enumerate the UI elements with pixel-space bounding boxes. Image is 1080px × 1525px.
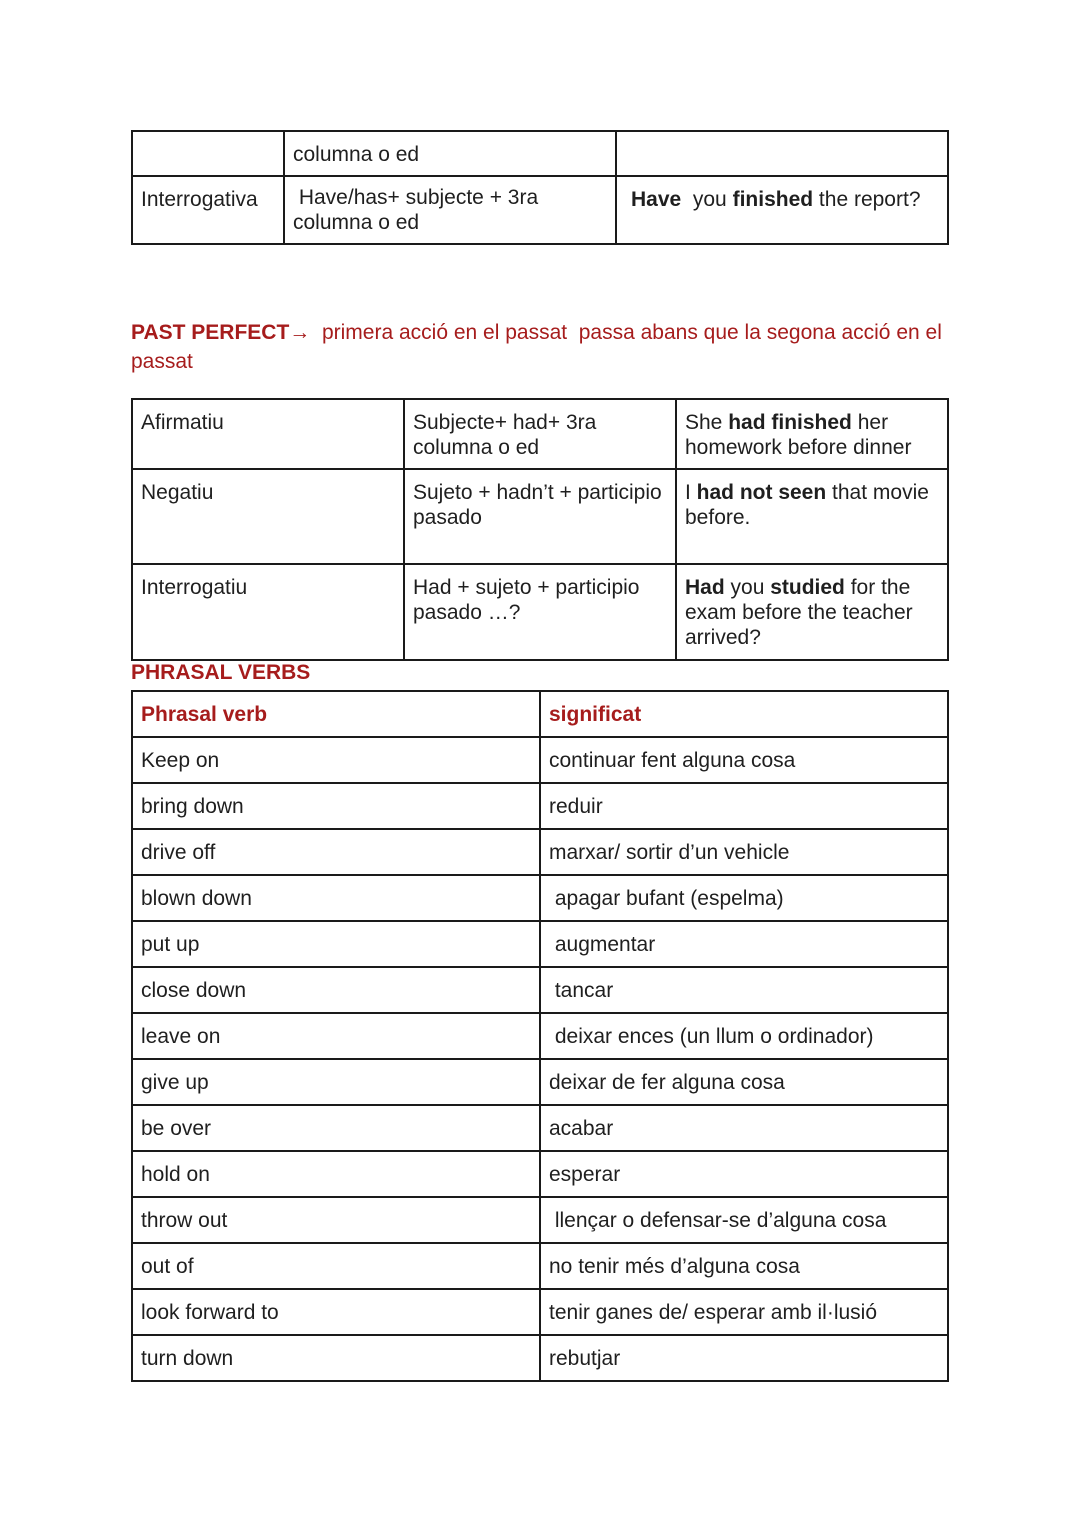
phrasal-verbs-title: PHRASAL VERBS: [131, 661, 311, 684]
phrasal-verb-cell: bring down: [132, 783, 540, 829]
table-cell: Afirmatiu: [132, 399, 404, 469]
table-row: [132, 737, 948, 783]
table-cell: [616, 131, 948, 176]
meaning-cell: acabar: [540, 1105, 948, 1151]
table-cell: [676, 399, 948, 469]
section-description: primera acció en el passat passa abans que la segona acció en el passat: [131, 321, 948, 373]
phrasal-verb-cell: drive off: [132, 829, 540, 875]
header-cell-meaning: significat: [540, 691, 948, 737]
meaning-cell: tenir ganes de/ esperar amb il·lusió: [540, 1289, 948, 1335]
example-text: that movie before.: [685, 481, 929, 529]
form-line: Have/has+ subjecte + 3ra: [293, 186, 539, 209]
meaning-cell: reduir: [540, 783, 948, 829]
table-row: [132, 131, 948, 176]
meaning-cell: augmentar: [540, 921, 948, 967]
phrasal-verb-cell: close down: [132, 967, 540, 1013]
table-row: [132, 875, 948, 921]
meaning-cell: tancar: [540, 967, 948, 1013]
meaning-cell: continuar fent alguna cosa: [540, 737, 948, 783]
table-cell: [616, 176, 948, 244]
example-text: you: [724, 576, 771, 599]
example-bold: had finished: [728, 411, 852, 434]
meaning-cell: llençar o defensar-se d’alguna cosa: [540, 1197, 948, 1243]
form-line: columna o ed: [293, 211, 420, 234]
table-row: [132, 1013, 948, 1059]
example-text: the report?: [813, 188, 921, 211]
table-cell: [676, 469, 948, 564]
table-row: [132, 783, 948, 829]
table-row: [132, 1059, 948, 1105]
table-cell: Sujeto + hadn’t + participio pasado: [404, 469, 676, 564]
table-row: [132, 1151, 948, 1197]
table-cell: [132, 131, 284, 176]
meaning-cell: marxar/ sortir d’un vehicle: [540, 829, 948, 875]
meaning-cell: deixar de fer alguna cosa: [540, 1059, 948, 1105]
example-text: She: [685, 411, 729, 434]
table-row: [132, 967, 948, 1013]
example-bold: studied: [770, 576, 845, 599]
example-bold: Have: [631, 188, 682, 211]
phrasal-verb-cell: Keep on: [132, 737, 540, 783]
arrow-icon: →: [289, 321, 311, 344]
phrasal-verb-cell: turn down: [132, 1335, 540, 1381]
table-row: [132, 1335, 948, 1381]
past-perfect-heading: [131, 318, 961, 376]
present-perfect-table-continued: [131, 130, 949, 245]
header-cell-verb: Phrasal verb: [132, 691, 540, 737]
table-cell: [284, 176, 616, 244]
table-cell: Negatiu: [132, 469, 404, 564]
phrasal-verbs-table: [131, 690, 949, 1382]
example-text: I: [685, 481, 697, 504]
phrasal-verb-cell: be over: [132, 1105, 540, 1151]
example-bold: finished: [732, 188, 814, 211]
table-row: [132, 399, 948, 469]
table-header-row: [132, 691, 948, 737]
table-cell: Interrogativa: [132, 176, 284, 244]
table-row: [132, 1197, 948, 1243]
example-text: her homework before dinner: [685, 411, 912, 459]
table-cell: Had + sujeto + participio pasado …?: [404, 564, 676, 660]
table-row: [132, 921, 948, 967]
phrasal-verb-cell: throw out: [132, 1197, 540, 1243]
phrasal-verb-cell: put up: [132, 921, 540, 967]
example-bold: had not seen: [696, 481, 827, 504]
table-row: [132, 829, 948, 875]
phrasal-verb-cell: leave on: [132, 1013, 540, 1059]
phrasal-verb-cell: blown down: [132, 875, 540, 921]
table-row: [132, 564, 948, 660]
table-cell: [676, 564, 948, 660]
phrasal-verb-cell: hold on: [132, 1151, 540, 1197]
example-text: you: [681, 188, 733, 211]
meaning-cell: no tenir més d’alguna cosa: [540, 1243, 948, 1289]
table-row: [132, 176, 948, 244]
meaning-cell: apagar bufant (espelma): [540, 875, 948, 921]
section-title: PAST PERFECT: [131, 321, 290, 344]
phrasal-verb-cell: look forward to: [132, 1289, 540, 1335]
table-row: [132, 1105, 948, 1151]
table-row: [132, 1289, 948, 1335]
example-text: for the exam before the teacher arrived?: [685, 576, 913, 649]
phrasal-verb-cell: give up: [132, 1059, 540, 1105]
table-row: [132, 469, 948, 564]
table-cell: Interrogatiu: [132, 564, 404, 660]
table-cell: Subjecte+ had+ 3ra columna o ed: [404, 399, 676, 469]
table-cell: columna o ed: [284, 131, 616, 176]
example-bold: Had: [685, 576, 725, 599]
meaning-cell: esperar: [540, 1151, 948, 1197]
table-row: [132, 1243, 948, 1289]
meaning-cell: deixar ences (un llum o ordinador): [540, 1013, 948, 1059]
phrasal-verb-cell: out of: [132, 1243, 540, 1289]
past-perfect-table: [131, 398, 949, 661]
meaning-cell: rebutjar: [540, 1335, 948, 1381]
